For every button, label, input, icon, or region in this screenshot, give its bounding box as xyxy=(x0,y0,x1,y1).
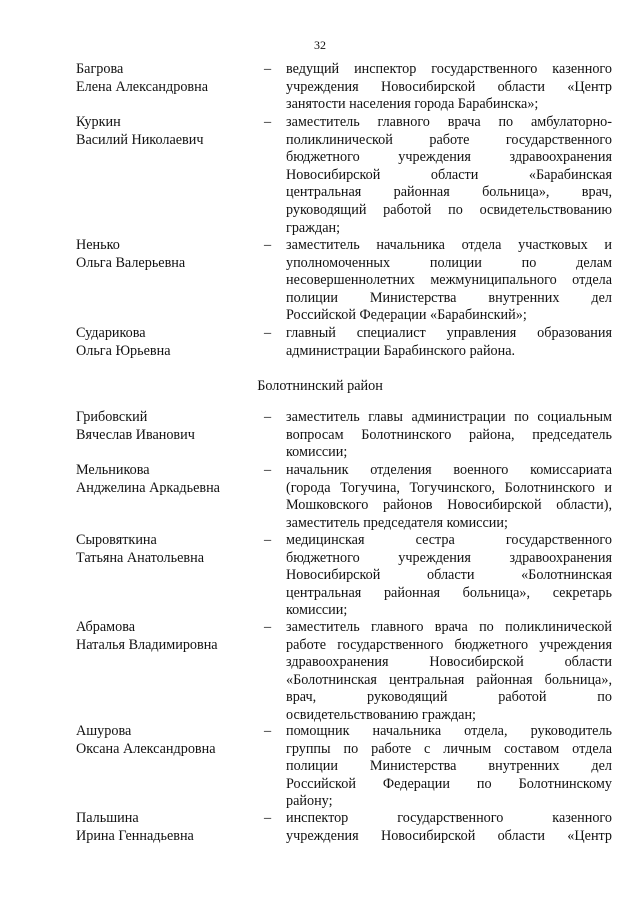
person-name xyxy=(76,237,256,272)
dash-separator: – xyxy=(264,325,272,341)
description-line: администрации Барабинского района. xyxy=(286,342,516,359)
description-line: учреждения Новосибирской области «Центр xyxy=(286,827,612,844)
description-line: уполномоченных полиции по делам xyxy=(286,254,612,271)
description-line: граждан; xyxy=(286,219,341,236)
person-given-names: Ольга Юрьевна xyxy=(76,342,171,359)
person-name xyxy=(76,325,256,360)
position-description xyxy=(286,409,612,462)
description-line: полиции Министерства внутренних дел xyxy=(286,758,612,775)
person-given-names: Ирина Геннадьевна xyxy=(76,827,194,844)
description-line: (города Тогучина, Тогучинского, Болотнинского и xyxy=(286,479,612,496)
description-line: начальник отделения военного комиссариата xyxy=(286,462,612,478)
person-name xyxy=(76,723,256,758)
description-line: заместитель главы администрации по социальным xyxy=(286,409,612,425)
description-line: Новосибирской области «Болотнинская xyxy=(286,567,612,584)
dash-separator: – xyxy=(264,619,272,635)
person-given-names: Василий Николаевич xyxy=(76,131,204,148)
position-description xyxy=(286,810,612,845)
person-name xyxy=(76,619,256,654)
description-line: бюджетного учреждения здравоохранения xyxy=(286,149,612,166)
dash-separator: – xyxy=(264,723,272,739)
person-name xyxy=(76,61,256,96)
dash-separator: – xyxy=(264,462,272,478)
person-given-names: Вячеслав Иванович xyxy=(76,426,195,443)
description-line: комиссии; xyxy=(286,444,348,461)
person-surname: Ненько xyxy=(76,237,120,253)
person-given-names: Ольга Валерьевна xyxy=(76,254,186,271)
description-line: занятости населения города Барабинска»; xyxy=(286,96,539,113)
person-given-names: Елена Александровна xyxy=(76,78,208,95)
section-title-bolotninsky: Болотнинский район xyxy=(257,378,383,394)
dash-separator: – xyxy=(264,532,272,548)
description-line: бюджетного учреждения здравоохранения xyxy=(286,549,612,566)
description-line: центральная районная больница», секретарь xyxy=(286,584,612,601)
description-line: Российской Федерации «Барабинский»; xyxy=(286,307,527,324)
position-description xyxy=(286,61,612,114)
dash-separator: – xyxy=(264,810,272,826)
person-name xyxy=(76,409,256,444)
person-surname: Багрова xyxy=(76,61,124,77)
description-line: району; xyxy=(286,793,333,810)
person-surname: Куркин xyxy=(76,114,121,130)
description-line: освидетельствованию граждан; xyxy=(286,706,476,723)
person-surname: Пальшина xyxy=(76,810,139,826)
person-name xyxy=(76,114,256,149)
position-description xyxy=(286,532,612,620)
description-line: поликлинической работе государственного xyxy=(286,131,612,148)
description-line: здравоохранения Новосибирской области xyxy=(286,654,612,671)
position-description xyxy=(286,237,612,325)
description-line: Российской Федерации по Болотнинскому xyxy=(286,775,612,792)
description-line: вопросам Болотнинского района, председатель xyxy=(286,426,612,443)
description-line: комиссии; xyxy=(286,602,348,619)
description-line: учреждения Новосибирской области «Центр xyxy=(286,78,612,95)
position-description xyxy=(286,325,612,360)
description-line: «Болотнинская центральная районная больница», xyxy=(286,671,612,688)
person-given-names: Наталья Владимировна xyxy=(76,636,218,653)
description-line: руководящий работой по освидетельствованию xyxy=(286,201,612,218)
description-line: Мошковского районов Новосибирской области), xyxy=(286,497,612,514)
description-line: Новосибирской области «Барабинская xyxy=(286,166,612,183)
dash-separator: – xyxy=(264,409,272,425)
description-line: медицинская сестра государственного xyxy=(286,532,612,548)
person-given-names: Анджелина Аркадьевна xyxy=(76,479,220,496)
description-line: заместитель главного врача по амбулаторно- xyxy=(286,114,612,130)
description-line: работе государственного бюджетного учреждения xyxy=(286,636,612,653)
description-line: врач, руководящий работой по xyxy=(286,689,612,706)
description-line: несовершеннолетних межмуниципального отдела xyxy=(286,272,612,289)
description-line: ведущий инспектор государственного казенного xyxy=(286,61,612,77)
dash-separator: – xyxy=(264,114,272,130)
person-given-names: Татьяна Анатольевна xyxy=(76,549,204,566)
person-surname: Сударикова xyxy=(76,325,146,341)
description-line: помощник начальника отдела, руководитель xyxy=(286,723,612,739)
description-line: инспектор государственного казенного xyxy=(286,810,612,826)
description-line: центральная районная больница», врач, xyxy=(286,184,612,201)
dash-separator: – xyxy=(264,61,272,77)
description-line: заместитель председателя комиссии; xyxy=(286,514,508,531)
person-given-names: Оксана Александровна xyxy=(76,740,216,757)
person-name xyxy=(76,462,256,497)
person-surname: Мельникова xyxy=(76,462,150,478)
description-line: главный специалист управления образования xyxy=(286,325,612,341)
description-line: заместитель главного врача по поликлинической xyxy=(286,619,612,635)
dash-separator: – xyxy=(264,237,272,253)
person-name xyxy=(76,532,256,567)
description-line: полиции Министерства внутренних дел xyxy=(286,289,612,306)
description-line: группы по работе с личным составом отдела xyxy=(286,740,612,757)
person-surname: Ашурова xyxy=(76,723,132,739)
page-number: 32 xyxy=(314,38,326,52)
person-surname: Сыровяткина xyxy=(76,532,157,548)
person-surname: Грибовский xyxy=(76,409,148,425)
person-surname: Абрамова xyxy=(76,619,136,635)
description-line: заместитель начальника отдела участковых и xyxy=(286,237,612,253)
person-name xyxy=(76,810,256,845)
position-description xyxy=(286,619,612,725)
position-description xyxy=(286,114,612,237)
position-description xyxy=(286,462,612,532)
position-description xyxy=(286,723,612,811)
